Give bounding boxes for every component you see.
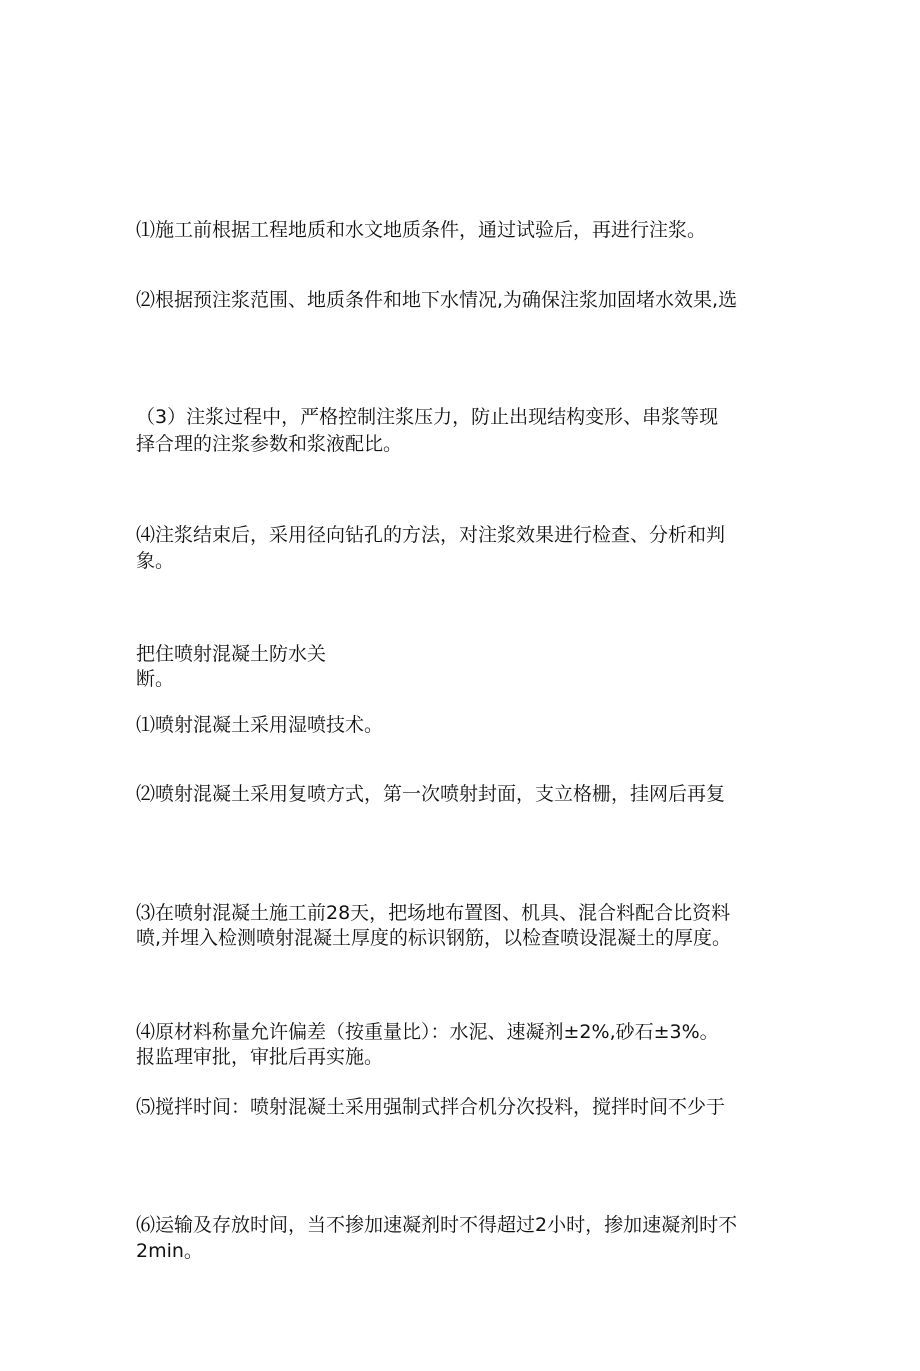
text-line: ⑵根据预注浆范围、地质条件和地下水情况,为确保注浆加固堵水效果,选 <box>136 289 738 311</box>
text-line: 2min。 <box>136 1240 203 1262</box>
text-line: ⑶在喷射混凝土施工前28天，把场地布置图、机具、混合料配合比资料 <box>136 902 731 924</box>
text-line: ⑴喷射混凝土采用湿喷技术。 <box>136 714 384 736</box>
text-line: 喷,并埋入检测喷射混凝土厚度的标识钢筋，以检查喷设混凝土的厚度。 <box>136 927 732 949</box>
text-line: ⑹运输及存放时间，当不掺加速凝剂时不得超过2小时，掺加速凝剂时不 <box>136 1214 738 1236</box>
text-line: 报监理审批，审批后再实施。 <box>136 1046 384 1068</box>
text-line: ⑵喷射混凝土采用复喷方式，第一次喷射封面，支立格栅，挂网后再复 <box>136 783 726 805</box>
text-line: ⑴施工前根据工程地质和水文地质条件，通过试验后，再进行注浆。 <box>136 219 707 241</box>
heading-text: 把住喷射混凝土防水关 <box>136 643 327 665</box>
text-line: ⑸搅拌时间：喷射混凝土采用强制式拌合机分次投料，搅拌时间不少于 <box>136 1096 726 1118</box>
text-line: ⑷原材料称量允许偏差（按重量比）：水泥、速凝剂±2%,砂石±3%。 <box>136 1021 719 1043</box>
text-line: ⑷注浆结束后，采用径向钻孔的方法，对注浆效果进行检查、分析和判 <box>136 524 726 546</box>
text-line: 象。 <box>136 550 175 572</box>
paragraph-shotcrete-6 <box>136 1105 792 1345</box>
text-line: 择合理的注浆参数和浆液配比。 <box>136 433 403 455</box>
text-line: 断。 <box>136 668 175 690</box>
text-line: （3）注浆过程中，严格控制注浆压力，防止出现结构变形、串浆等现 <box>136 406 719 428</box>
